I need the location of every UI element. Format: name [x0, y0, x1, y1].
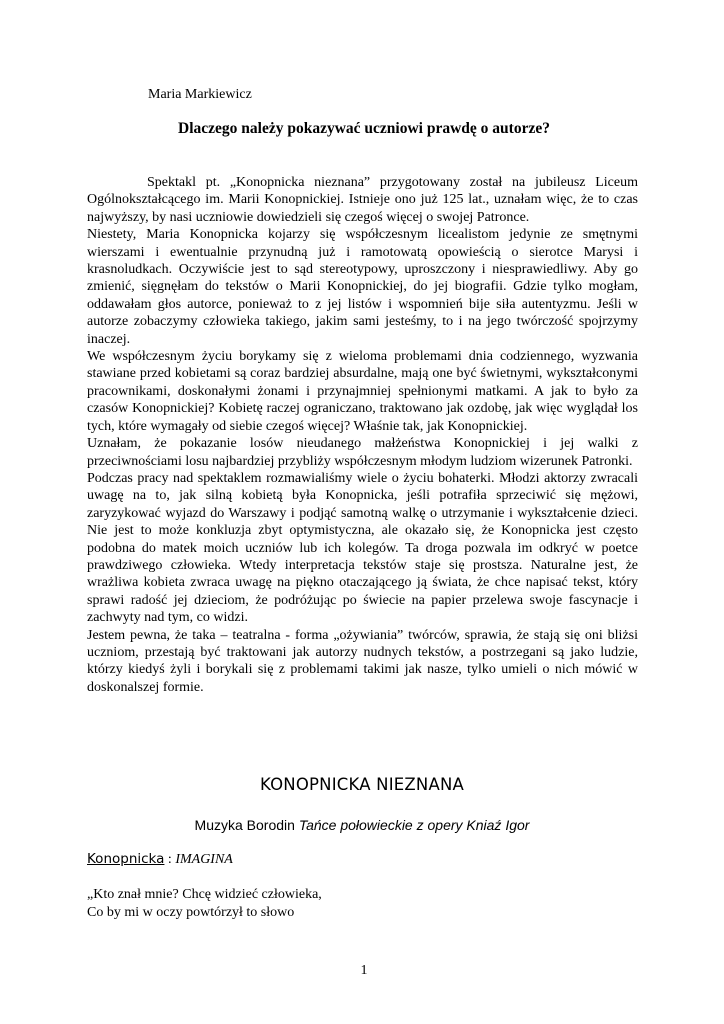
- paragraph: Spektakl pt. „Konopnicka nieznana” przygotowany został na jubileusz Liceum Ogólnokształcącego im. Marii Konopnickiej. Istnieje ono już 125 lat., uznałam więc, że to czas najwyższy, by nasi uczniowie dowiedzieli się czegoś więcej o swojej Patronce.: [87, 175, 638, 225]
- music-credit: [0, 817, 724, 833]
- verse-line: Co by mi w oczy powtórzył to słowo: [87, 905, 295, 920]
- character-mood: IMAGINA: [175, 852, 233, 867]
- paragraph: Uznałam, że pokazanie losów nieudanego małżeństwa Konopnickiej i jej walki z przeciwnościami losu najbardziej przybliży współczesnym młodym ludziom wizerunek Patronki.: [87, 436, 638, 469]
- paragraph: Jestem pewna, że taka – teatralna - forma „ożywiania” twórców, sprawia, że stają się oni bliżsi uczniom, przestają być traktowani jak autorzy nudnych tekstów, a postrzegani są jako ludzie, którzy kiedyś żyli i borykali się z problemami takimi jak nasze, tylko umieli o nich mówić w doskonalszej formie.: [87, 627, 638, 695]
- character-line: [87, 851, 233, 868]
- character-separator: :: [164, 852, 176, 867]
- page-number: 1: [360, 963, 368, 978]
- paragraph: Niestety, Maria Konopnicka kojarzy się współczesnym licealistom jedynie ze smętnymi wierszami i ewentualnie przynudną już i ramotowatą opowieścią o sierotce Marysi i krasnoludkach. Oczywiście jest to sąd stereotypowy, uproszczony i niesprawiedliwy. Aby go zmienić, sięgnęłam do tekstów o Marii Konopnickiej, do jej biografii. Gdzie tylko mogłam, oddawałam głos autorce, ponieważ to z jej listów i wspomnień bije siła autentyzmu. Jeśli w autorze zobaczymy człowieka takiego, jakim sami jesteśmy, to i na jego twórczość spojrzymy inaczej.: [87, 227, 638, 347]
- play-title: KONOPNICKA NIEZNANA: [260, 775, 464, 794]
- verse: [87, 886, 322, 922]
- paragraph: We współczesnym życiu borykamy się z wieloma problemami dnia codziennego, wyzwania stawiane przed kobietami są coraz bardziej absurdalne, mają one być świetnymi, wykształconymi pracownikami, doskonałymi żonami i przynajmniej spełnionymi matkami. A jak to było za czasów Konopnickiej? Kobietę raczej ograniczano, traktowano jak ozdobę, jak więc wyglądał los tych, które wymagały od siebie czegoś więcej? Właśnie tak, jak Konopnickiej.: [87, 349, 638, 434]
- paragraph: Podczas pracy nad spektaklem rozmawialiśmy wiele o życiu bohaterki. Młodzi aktorzy zwracali uwagę na to, jak silną kobietą była Konopnicka, jeśli potrafiła sprzeciwić się mężowi, zaryzykować wyjazd do Warszawy i podjąć samotną walkę o utrzymanie i wykształcenie dzieci. Nie jest to może konkluzja zbyt optymistyczna, ale okazało się, że Konopnicka jest często podobna do matek moich uczniów lub ich kolegów. Ta droga pozwala im odkryć w poetce prawdziwego człowieka. Wtedy interpretacja tekstów staje się prostsza. Naturalne jest, że wrażliwa kobieta zwraca uwagę na piękno otaczającego ją świata, że chce napisać tekst, który sprawi radość jej dzieciom, że podróżując po świecie na papier przelewa swoje fascynacje i zachwyty nad tym, co widzi.: [87, 470, 638, 626]
- music-piece: Tańce połowieckie z opery Kniaź Igor: [298, 817, 530, 833]
- character-name: Konopnicka: [87, 851, 165, 867]
- author-name: Maria Markiewicz: [148, 87, 252, 102]
- article-body: [87, 174, 638, 696]
- article-title: Dlaczego należy pokazywać uczniowi prawdę o autorze?: [178, 120, 550, 137]
- music-composer: Muzyka Borodin: [194, 817, 295, 833]
- verse-line: „Kto znał mnie? Chcę widzieć człowieka,: [87, 887, 322, 902]
